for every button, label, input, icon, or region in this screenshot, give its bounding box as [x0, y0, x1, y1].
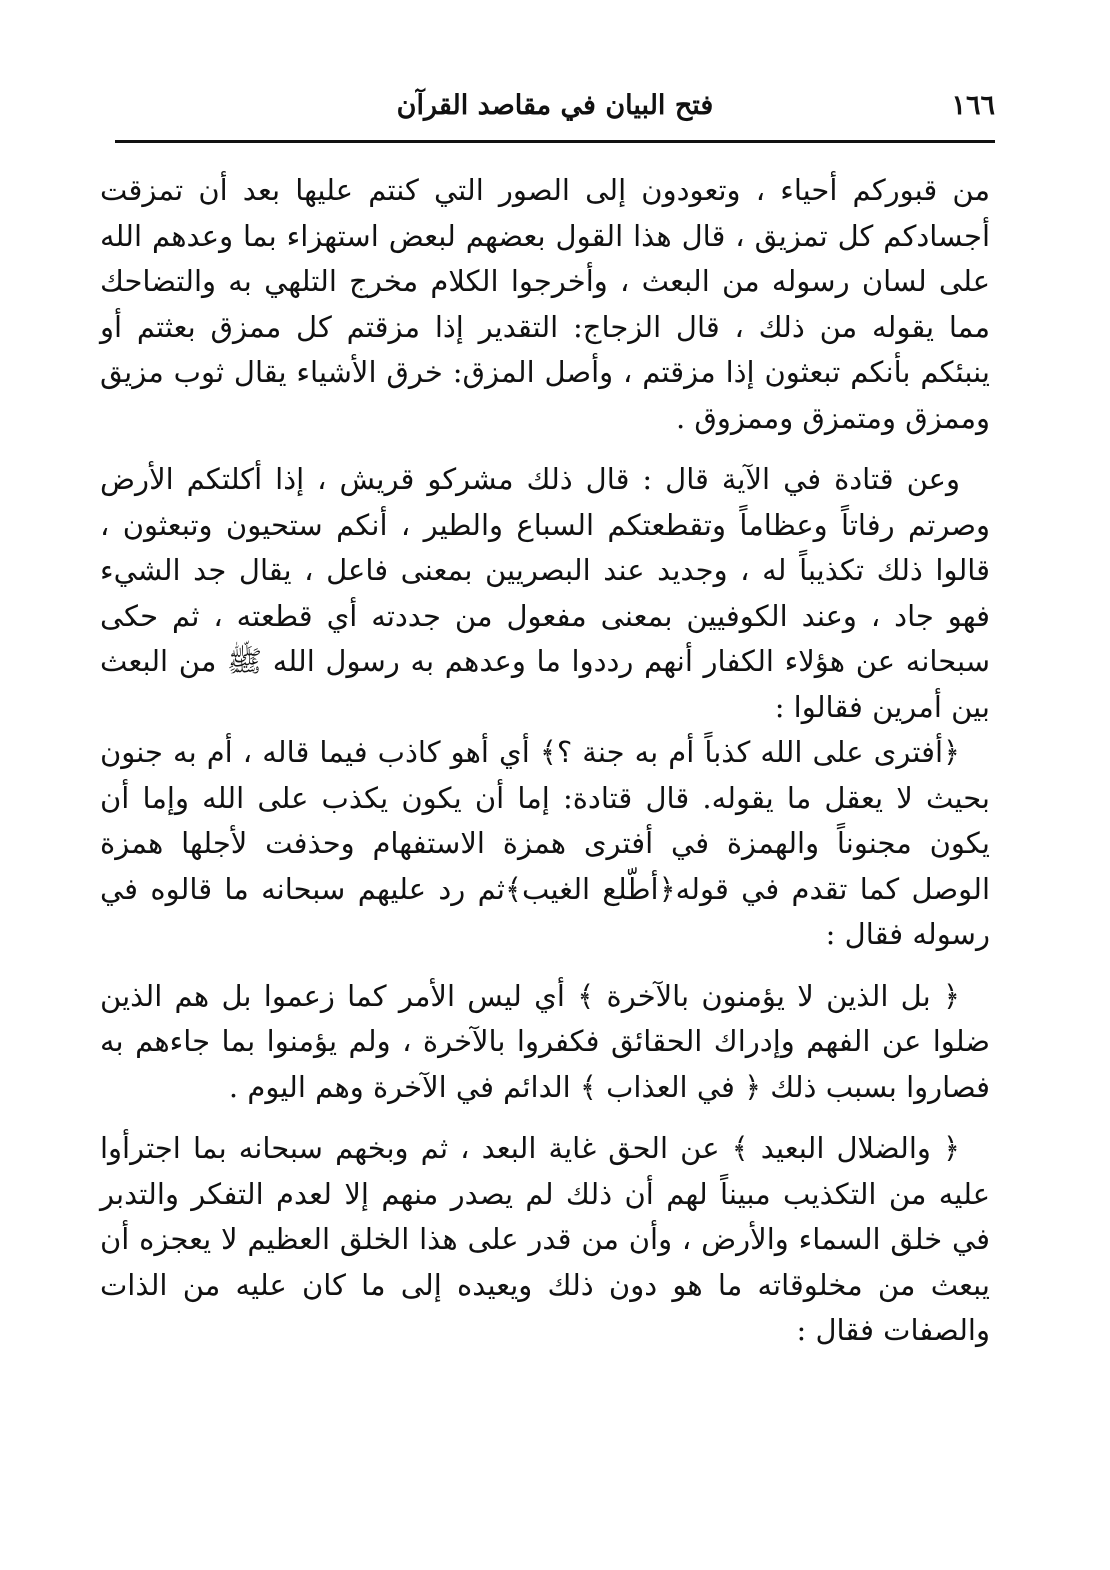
- running-title: فتح البيان في مقاصد القرآن: [396, 90, 714, 121]
- paragraph-3: ﴿أفترى على الله كذباً أم به جنة ؟﴾ أي أهو كاذب فيما قاله ، أم به جنون بحيث لا يعقل ما يقوله. قال قتادة: إما أن يكون يكذب على الله وإما أن يكون مجنوناً والهمزة في أفترى همزة الاستفهام وحذفت لأجلها همزة الوصل كما تقدم في قوله﴿أطّلع الغيب﴾ثم رد عليهم سبحانه ما قالوه في رسوله فقال :: [100, 735, 990, 951]
- paragraph-2: وعن قتادة في الآية قال : قال ذلك مشركو قريش ، إذا أكلتكم الأرض وصرتم رفاتاً وعظاماً وتقطعتكم السباع والطير ، أنكم ستحيون وتبعثون ، قالوا ذلك تكذيباً له ، وجديد عند البصريين بمعنى فاعل ، يقال جد الشيء فهو جاد ، وعند الكوفيين بمعنى مفعول من جددته أي قطعته ، ثم حكى سبحانه عن هؤلاء الكفار أنهم رددوا ما وعدهم به رسول الله ﷺ من البعث بين أمرين فقالوا :: [100, 462, 990, 724]
- paragraph-5: ﴿ والضلال البعيد ﴾ عن الحق غاية البعد ، ثم وبخهم سبحانه بما اجترأوا عليه من التكذيب مبيناً لهم أن ذلك لم يصدر منهم إلا لعدم التفكر والتدبر في خلق السماء والأرض ، وأن من قدر على هذا الخلق العظيم لا يعجزه أن يبعث من مخلوقاته ما هو دون ذلك ويعيده إلى ما كان عليه من الذات والصفات فقال :: [100, 1131, 991, 1347]
- page-number: ١٦٦: [951, 90, 995, 121]
- paragraph-1: من قبوركم أحياء ، وتعودون إلى الصور التي كنتم عليها بعد أن تمزقت أجسادكم كل تمزيق ، قال هذا القول بعضهم لبعض استهزاء بما وعدهم الله على لسان رسوله من البعث ، وأخرجوا الكلام مخرج التلهي به والتضاحك مما يقوله من ذلك ، قال الزجاج: التقدير إذا مزقتم كل ممزق بعثتم أو ينبئكم بأنكم تبعثون إذا مزقتم ، وأصل المزق: خرق الأشياء يقال ثوب مزيق وممزق ومتمزق وممزوق .: [100, 173, 990, 435]
- page-header: [115, 88, 995, 134]
- paragraph-4: ﴿ بل الذين لا يؤمنون بالآخرة ﴾ أي ليس الأمر كما زعموا بل هم الذين ضلوا عن الفهم وإدراك الحقائق فكفروا بالآخرة ، ولم يؤمنوا بما جاءهم به فصاروا بسبب ذلك ﴿ في العذاب ﴾ الدائم في الآخرة وهم اليوم .: [100, 978, 990, 1104]
- header-divider: [115, 140, 995, 143]
- page-body: [100, 168, 990, 1354]
